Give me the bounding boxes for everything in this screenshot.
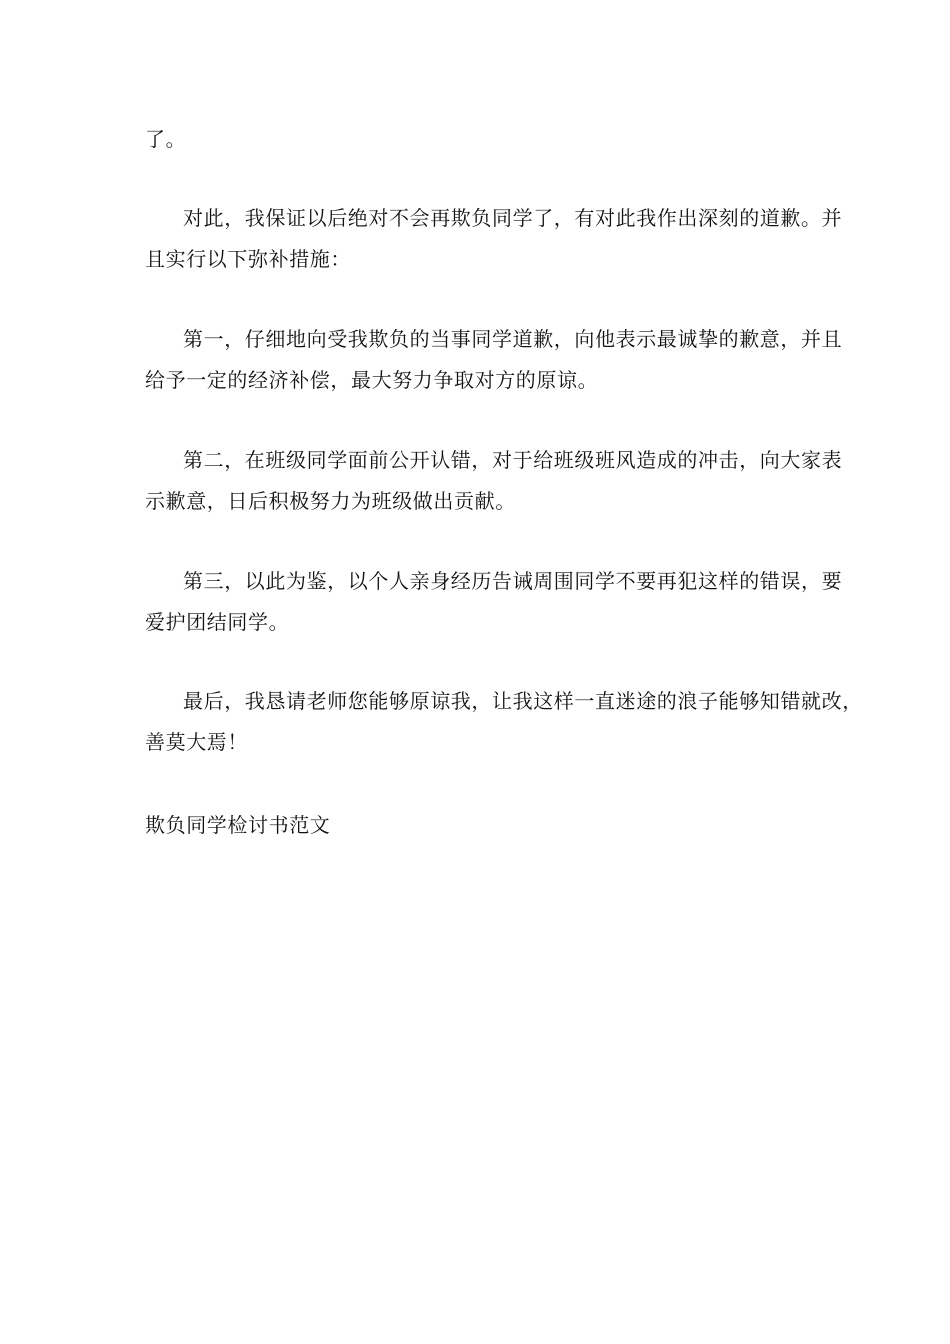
text-line: 了。 bbox=[145, 127, 187, 151]
paragraph-line: 给予一定的经济补偿，最大努力争取对方的原谅。 bbox=[145, 368, 599, 392]
paragraph-line: 第三，以此为鉴，以个人亲身经历告诫周围同学不要再犯这样的错误，要 bbox=[183, 569, 843, 593]
document-title: 欺负同学检讨书范文 bbox=[145, 813, 331, 837]
paragraph-line: 最后，我恳请老师您能够原谅我，让我这样一直迷途的浪子能够知错就改， bbox=[183, 689, 863, 713]
paragraph-line: 且实行以下弥补措施： bbox=[145, 247, 351, 271]
paragraph-line: 爱护团结同学。 bbox=[145, 610, 290, 634]
paragraph-line: 第二，在班级同学面前公开认错，对于给班级班风造成的冲击，向大家表 bbox=[183, 448, 843, 472]
paragraph-line: 第一，仔细地向受我欺负的当事同学道歉，向他表示最诚挚的歉意，并且 bbox=[183, 327, 843, 351]
paragraph-line: 示歉意，日后积极努力为班级做出贡献。 bbox=[145, 489, 516, 513]
paragraph-line: 善莫大焉！ bbox=[145, 730, 248, 754]
paragraph-line: 对此，我保证以后绝对不会再欺负同学了，有对此我作出深刻的道歉。并 bbox=[183, 206, 843, 230]
